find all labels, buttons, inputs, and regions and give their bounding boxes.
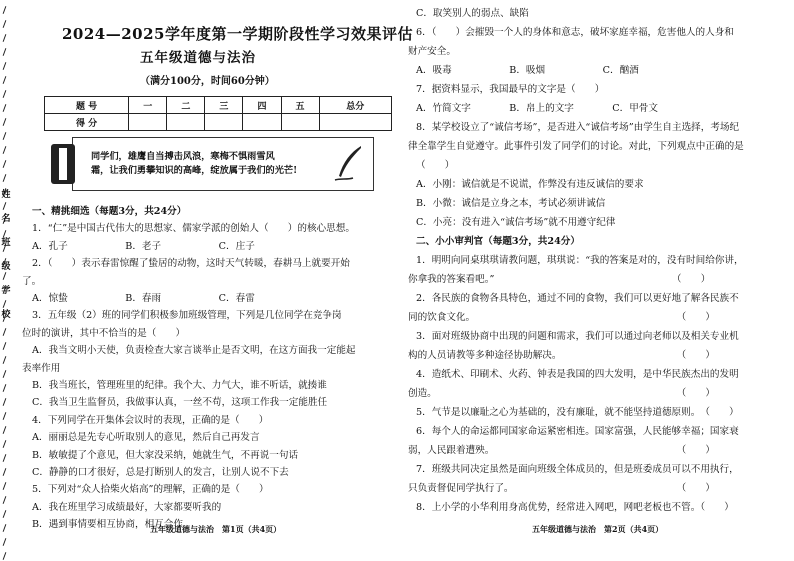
binding-dash xyxy=(3,20,7,28)
content-line: A．我在班里学习成绩最好，大家都要听我的 xyxy=(32,501,222,513)
content-line: A．孔子 B．老子 C．庄子 xyxy=(32,240,255,252)
page-subtitle: 五年级道德与法治 xyxy=(140,50,256,66)
binding-mark: 姓 xyxy=(1,190,11,200)
content-line: C．小亮：没有进入“诚信考场”就不用遵守纪律 xyxy=(416,217,616,228)
content-line: C．我当卫生监督员，我做事认真，一丝不苟，这项工作我一定能胜任 xyxy=(32,397,328,409)
binding-dash xyxy=(3,426,7,434)
content-line: 1．明明向同桌琪琪请教问题，琪琪说：“我的答案是对的，没有时间给你讲， xyxy=(416,255,744,266)
content-line: 律全靠学生自觉遵守。此事件引发了同学们的讨论。对此，下列观点中正确的是 xyxy=(408,141,744,152)
score-input-cell[interactable] xyxy=(205,114,243,131)
content-line: 5．下列对“众人拾柴火焰高”的理解，正确的是（ ） xyxy=(32,484,269,496)
binding-dash xyxy=(3,230,7,238)
content-line: 了。 xyxy=(22,275,42,287)
binding-dash xyxy=(3,440,7,448)
content-line: 二、小小审判官（每题3分，共24分） xyxy=(416,236,580,247)
content-line: A．吸毒 B．吸烟 C．酗酒 xyxy=(416,65,639,76)
banner-line: 同学们，雄鹰自当搏击风浪，寒梅不惧雨雪风 xyxy=(91,151,275,162)
binding-dash xyxy=(3,454,7,462)
binding-dash xyxy=(3,48,7,56)
score-table-cell: 总分 xyxy=(319,97,391,114)
binding-dash xyxy=(3,482,7,490)
binding-mark: 校 xyxy=(1,310,11,320)
binding-dash xyxy=(3,34,7,42)
content-line: 6．（ ）会摧毁一个人的身体和意志，破坏家庭幸福，危害他人的人身和 xyxy=(416,27,734,38)
score-input-cell[interactable] xyxy=(167,114,205,131)
page-1 xyxy=(22,0,413,561)
binding-dash xyxy=(3,328,7,336)
score-input-cell[interactable] xyxy=(281,114,319,131)
binding-dash xyxy=(3,412,7,420)
content-line: B．小微：诚信是立身之本，考试必须讲诚信 xyxy=(416,198,606,209)
content-line: B．我当班长，管理班里的纪律。我个大、力气大，谁不听话，就揍谁 xyxy=(32,380,327,391)
content-line: 表率作用 xyxy=(22,362,61,374)
content-line: （ ） xyxy=(416,160,455,171)
binding-dash xyxy=(3,524,7,532)
score-table-cell: 题 号 xyxy=(45,97,129,114)
content-line: C．取笑别人的弱点、缺陷 xyxy=(416,8,529,19)
content-line: 位时的演讲，其中不恰当的是（ ） xyxy=(22,327,186,339)
score-input-cell[interactable] xyxy=(129,114,167,131)
binding-dash xyxy=(3,552,7,560)
binding-mark: 级 xyxy=(1,262,11,272)
content-line: 4．造纸术、印刷术、火药、钟表是我国的四大发明，是中华民族杰出的发明 xyxy=(416,369,739,380)
content-line: 创造。 （ ） xyxy=(408,388,715,399)
page-footer: 五年级道德与法治 第2页（共4页） xyxy=(532,524,664,534)
binding-dash xyxy=(3,398,7,406)
binding-dash xyxy=(3,104,7,112)
content-line: 一、精挑细选（每题3分，共24分） xyxy=(32,206,187,217)
binding-dash xyxy=(3,90,7,98)
binding-dash xyxy=(3,510,7,518)
content-line: A．竹简文字 B．帛上的文字 C．甲骨文 xyxy=(416,103,658,114)
binding-dash xyxy=(3,118,7,126)
binding-dash xyxy=(3,272,7,280)
page-title: 2024—2025学年度第一学期阶段性学习效果评估 xyxy=(62,25,413,43)
score-table-header-row xyxy=(45,97,392,114)
score-table-cell: 得 分 xyxy=(45,114,129,131)
content-line: 2．（ ）表示春雷惊醒了蛰居的动物，这时天气转暖，春耕马上就要开始 xyxy=(32,258,350,270)
content-line: 1．“仁”是中国古代伟大的思想家、儒家学派的创始人（ ）的核心思想。 xyxy=(32,223,355,235)
binding-dash xyxy=(3,202,7,210)
score-table xyxy=(44,96,392,131)
page-2 xyxy=(408,0,786,561)
content-line: 8．上小学的小华利用身高优势，经常进入网吧，网吧老板也不管。（ ） xyxy=(416,502,734,513)
content-line: A．惊蛰 B．春雨 C．春雷 xyxy=(32,293,255,304)
binding-dash xyxy=(3,342,7,350)
content-line: 财产安全。 xyxy=(408,46,456,57)
score-input-cell[interactable] xyxy=(243,114,281,131)
exam-info: （满分100分，时间60分钟） xyxy=(140,76,275,87)
content-line: 只负责督促同学执行了。 （ ） xyxy=(408,483,715,494)
content-line: 6．每个人的命运都同国家命运紧密相连。国家富强，人民能够幸福；国家衰 xyxy=(416,426,739,437)
binding-dash xyxy=(3,384,7,392)
content-line: A．丽丽总是先专心听取别人的意见，然后自己再发言 xyxy=(32,432,260,444)
content-line: 弱，人民跟着遭殃。 （ ） xyxy=(408,445,715,456)
score-table-cell: 四 xyxy=(243,97,281,114)
content-line: 3．面对班级协商中出现的问题和需求，我们可以通过向老师以及相关专业机 xyxy=(416,331,739,342)
content-line: A．小刚：诚信就是不说谎，作弊没有违反诚信的要求 xyxy=(416,179,644,190)
page-footer: 五年级道德与法治 第1页（共4页） xyxy=(150,524,282,534)
binding-dash xyxy=(3,468,7,476)
content-line: 4．下列同学在开集体会议时的表现，正确的是（ ） xyxy=(32,414,269,426)
content-line: 2．各民族的食物各具特色，通过不同的食物，我们可以更好地了解各民族不 xyxy=(416,293,739,304)
motto-banner xyxy=(72,137,374,191)
binding-dash xyxy=(3,174,7,182)
binding-dash xyxy=(3,538,7,546)
binding-dash xyxy=(3,132,7,140)
binding-dash xyxy=(3,496,7,504)
binding-dash xyxy=(3,370,7,378)
binding-dash xyxy=(3,160,7,168)
binding-dash xyxy=(3,6,7,14)
binding-mark: 班 xyxy=(1,238,11,248)
binding-dash xyxy=(3,356,7,364)
content-line: 构的人员请教等多种途径协助解决。 （ ） xyxy=(408,350,715,361)
score-table-cell: 五 xyxy=(281,97,319,114)
binding-margin xyxy=(0,0,14,561)
banner-line: 霜，让我们勇攀知识的高峰，绽放属于我们的光芒! xyxy=(91,165,298,176)
content-line: 同的饮食文化。 （ ） xyxy=(408,312,715,323)
content-line: 5．气节是以廉耻之心为基础的，没有廉耻，就不能坚持道德原则。 （ ） xyxy=(416,407,739,418)
quill-pen-icon xyxy=(331,144,367,184)
binding-mark: 学 xyxy=(1,286,11,296)
binding-dash xyxy=(3,62,7,70)
score-table-cell: 一 xyxy=(129,97,167,114)
content-line: A．我当文明小天使，负责检查大家言谈举止是否文明，在这方面我一定能起 xyxy=(32,345,356,357)
content-line: 7．据资料显示，我国最早的文字是（ ） xyxy=(416,84,605,95)
content-line: 7．班级共同决定虽然是面向班级全体成员的，但是班委成员可以不用执行， xyxy=(416,464,739,475)
content-line: B．遇到事情要相互协商，相互合作 xyxy=(32,519,183,531)
content-line: 3．五年级（2）班的同学们积极参加班级管理，下列是几位同学在竞争岗 xyxy=(32,310,342,322)
binding-dash xyxy=(3,76,7,84)
score-input-cell[interactable] xyxy=(319,114,391,131)
binding-dash xyxy=(3,146,7,154)
content-line: 你拿我的答案看吧。” （ ） xyxy=(408,274,711,285)
score-table-cell: 二 xyxy=(167,97,205,114)
content-line: C．静静的口才很好，总是打断别人的发言，让别人说不下去 xyxy=(32,467,289,478)
content-line: B．敏敏提了个意见，但大家没采纳，她就生气，不再说一句话 xyxy=(32,449,299,461)
score-table-cell: 三 xyxy=(205,97,243,114)
binding-mark: 名 xyxy=(1,214,11,224)
score-table-score-row xyxy=(45,114,392,131)
binding-dash xyxy=(3,300,7,308)
content-line: 8．某学校设立了“诚信考场”，是否进入“诚信考场”由学生自主选择，考场纪 xyxy=(416,122,740,133)
